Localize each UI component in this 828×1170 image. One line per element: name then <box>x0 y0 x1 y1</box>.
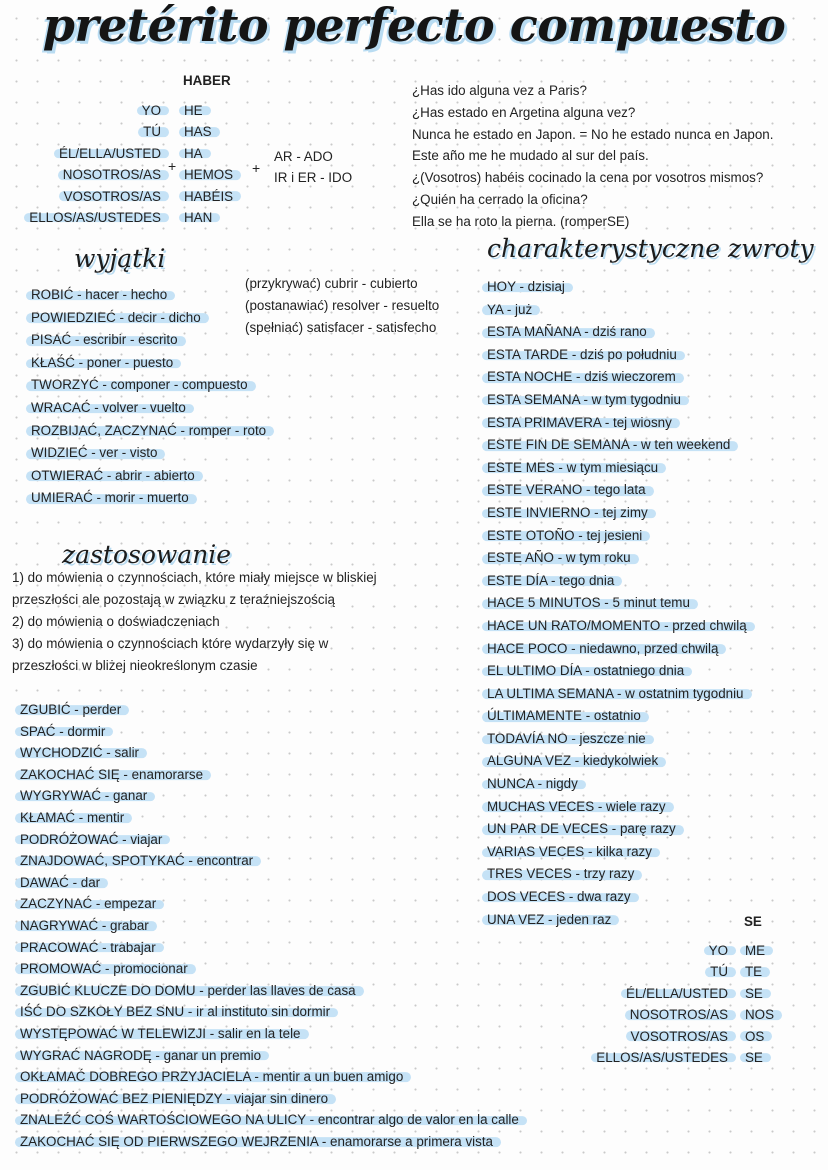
phrase-item <box>487 299 747 322</box>
phrase-item-text: ESTE MES - w tym miesiącu <box>487 457 658 480</box>
phrase-item <box>487 592 747 615</box>
se-pronoun: VOSOTROS/AS <box>630 1028 728 1044</box>
usage-heading: zastosowanie <box>62 540 232 569</box>
haber-pronouns <box>29 100 161 228</box>
phrase-item-text: ESTE INVIERNO - tej zimy <box>487 502 648 525</box>
example-sentence: ¿(Vosotros) habéis cocinado la cena por vosotros mismos? <box>412 170 764 186</box>
phrase-item <box>487 728 747 751</box>
ending-ar: AR - ADO <box>274 149 333 164</box>
vocab-item-text: PODRÓŻOWAĆ BEZ PIENIĘDZY - viajar sin dinero <box>20 1088 328 1110</box>
phrase-item <box>487 886 747 909</box>
exception-item <box>31 487 266 510</box>
phrase-item-text: TODAVÍA NO - jeszcze nie <box>487 728 646 751</box>
phrase-item-text: ESTE OTOÑO - tej jesieni <box>487 525 642 548</box>
exception-item <box>31 352 266 375</box>
exception-item <box>31 284 266 307</box>
vocab-item-text: ZNAJDOWAĆ, SPOTYKAĆ - encontrar <box>20 850 253 872</box>
side-exception: (postanawiać) resolver - resuelto <box>245 297 440 313</box>
vocab-item <box>20 1045 519 1067</box>
vocab-item-text: WYGRAĆ NAGRODĘ - ganar un premio <box>20 1045 261 1067</box>
exception-item <box>31 465 266 488</box>
usage-line: przeszłości w bliżej nieokreślonym czasie <box>12 658 258 673</box>
exception-item-text: WIDZIEĆ - ver - visto <box>31 442 157 465</box>
phrase-item-text: ESTA PRIMAVERA - tej wiosny <box>487 412 672 435</box>
haber-pronoun: ELLOS/AS/USTEDES <box>29 209 161 225</box>
vocab-item-text: ZGUBIĆ - perder <box>20 699 121 721</box>
vocab-item-text: ZACZYNAĆ - empezar <box>20 893 156 915</box>
exception-item-text: OTWIERAĆ - abrir - abierto <box>31 465 195 488</box>
haber-pronoun: NOSOTROS/AS <box>62 167 161 183</box>
exception-item-text: WRACAĆ - volver - vuelto <box>31 397 186 420</box>
exceptions-heading: wyjątki <box>74 244 166 273</box>
example-sentence: ¿Has ido alguna vez a Paris? <box>412 83 587 98</box>
usage-line: przeszłości ale pozostają w związku z teraźniejszością <box>12 592 335 607</box>
se-forms <box>745 940 774 1068</box>
phrase-item-text: NUNCA - nigdy <box>487 773 578 796</box>
se-form: SE <box>745 1049 763 1065</box>
vocab-item <box>20 1066 519 1088</box>
phrase-item <box>487 344 747 367</box>
vocab-item-text: WYSTĘPOWAĆ W TELEWIZJI - salir en la tele <box>20 1023 301 1045</box>
phrase-item <box>487 660 747 683</box>
vocab-item-text: ZAKOCHAĆ SIĘ - enamorarse <box>20 764 203 786</box>
phrase-item-text: ESTE FIN DE SEMANA - w ten weekend <box>487 434 730 457</box>
phrase-item <box>487 909 747 932</box>
vocab-item-text: PRACOWAĆ - trabajar <box>20 937 156 959</box>
phrase-item <box>487 366 747 389</box>
se-pronouns <box>596 940 728 1068</box>
phrase-item <box>487 547 747 570</box>
example-sentence: Nunca he estado en Japon. = No he estado nunca en Japon. <box>412 126 774 142</box>
vocab-item-text: PODRÓŻOWAĆ - viajar <box>20 829 162 851</box>
example-sentence: ¿Quién ha cerrado la oficina? <box>412 191 588 207</box>
example-sentence: Ella se ha roto la pierna. (romperSE) <box>412 213 630 229</box>
side-exception: (spełniać) satisfacer - satisfecho <box>245 319 437 335</box>
exception-item <box>31 307 266 330</box>
phrase-item-text: ÚLTIMAMENTE - ostatnio <box>487 705 641 728</box>
vocab-item-text: PROMOWAĆ - promocionar <box>20 958 188 980</box>
se-form: TE <box>745 964 763 980</box>
exception-item <box>31 374 266 397</box>
phrase-item <box>487 638 747 661</box>
usage-line: 3) do mówienia o czynnościach które wydarzyły się w <box>12 636 329 651</box>
phrase-item <box>487 412 747 435</box>
haber-form: HAN <box>184 209 213 225</box>
vocab-item <box>20 742 519 764</box>
vocab-list <box>20 699 519 1152</box>
se-form: SE <box>745 985 763 1001</box>
haber-form: HA <box>184 145 203 161</box>
exceptions-list <box>31 284 266 510</box>
vocab-item <box>20 1088 519 1110</box>
vocab-item-text: ZNALEŹĆ COŚ WARTOŚCIOWEGO NA ULICY - encontrar algo de valor en la calle <box>20 1109 519 1131</box>
usage-line: 1) do mówienia o czynnościach, które miały miejsce w bliskiej <box>12 570 377 585</box>
vocab-item <box>20 893 519 915</box>
se-form: OS <box>745 1028 765 1044</box>
phrase-item-text: ESTE DÍA - tego dnia <box>487 570 614 593</box>
phrase-item-text: UN PAR DE VECES - parę razy <box>487 818 676 841</box>
phrase-item <box>487 750 747 773</box>
phrase-item-text: ESTA TARDE - dziś po południu <box>487 344 677 367</box>
haber-pronoun: ÉL/ELLA/USTED <box>59 145 161 161</box>
phrase-item <box>487 863 747 886</box>
phrase-item-text: HACE 5 MINUTOS - 5 minut temu <box>487 592 690 615</box>
exception-item-text: UMIERAĆ - morir - muerto <box>31 487 189 510</box>
vocab-item <box>20 937 519 959</box>
exception-item <box>31 442 266 465</box>
phrase-item <box>487 818 747 841</box>
vocab-item <box>20 764 519 786</box>
exception-item-text: PISAĆ - escribir - escrito <box>31 329 178 352</box>
phrase-item <box>487 773 747 796</box>
vocab-item <box>20 785 519 807</box>
phrase-item-text: YA - już <box>487 299 532 322</box>
haber-form: HE <box>184 103 203 118</box>
vocab-item <box>20 699 519 721</box>
vocab-item <box>20 872 519 894</box>
vocab-item <box>20 915 519 937</box>
haber-heading: HABER <box>183 73 231 88</box>
usage-lines <box>12 567 452 677</box>
vocab-item-text: WYGRYWAĆ - ganar <box>20 785 147 807</box>
exception-item <box>31 329 266 352</box>
se-heading: SE <box>744 914 762 929</box>
vocab-item <box>20 829 519 851</box>
phrase-item <box>487 389 747 412</box>
vocab-item <box>20 1109 519 1131</box>
exception-item <box>31 397 266 420</box>
phrase-item <box>487 321 747 344</box>
side-exception: (przykrywać) cubrir - cubierto <box>245 276 418 291</box>
phrase-item-text: VARIAS VECES - kilka razy <box>487 841 652 864</box>
phrase-item-text: HACE POCO - niedawno, przed chwilą <box>487 638 718 661</box>
haber-form: HAS <box>184 124 212 140</box>
se-pronoun: NOSOTROS/AS <box>629 1007 728 1023</box>
exception-item-text: ROBIĆ - hacer - hecho <box>31 284 167 307</box>
phrase-item <box>487 683 747 706</box>
se-form: NOS <box>745 1007 775 1023</box>
ending-ir-er: IR i ER - IDO <box>274 170 353 185</box>
phrase-item <box>487 479 747 502</box>
haber-pronoun: YO <box>141 103 161 118</box>
vocab-item-text: ZAKOCHAĆ SIĘ OD PIERWSZEGO WEJRZENIA - enamorarse a primera vista <box>20 1131 493 1153</box>
se-pronoun: TÚ <box>710 964 728 980</box>
phrase-item <box>487 705 747 728</box>
phrase-item-text: ESTE AÑO - w tym roku <box>487 547 631 570</box>
phrase-item-text: ESTA MAÑANA - dziś rano <box>487 321 647 344</box>
vocab-item <box>20 1023 519 1045</box>
phrase-item-text: DOS VECES - dwa razy <box>487 886 631 909</box>
examples <box>412 80 773 233</box>
vocab-item-text: ZGUBIĆ KLUCZE DO DOMU - perder las llaves de casa <box>20 980 356 1002</box>
vocab-item <box>20 807 519 829</box>
haber-form: HABÉIS <box>184 188 234 204</box>
phrase-item-text: ESTE VERANO - tego lata <box>487 479 646 502</box>
plus-sign: + <box>168 158 177 174</box>
se-pronoun: YO <box>708 943 728 958</box>
plus-sign: + <box>252 160 261 176</box>
exception-item-text: KŁAŚĆ - poner - puesto <box>31 352 173 375</box>
phrase-item-text: MUCHAS VECES - wiele razy <box>487 796 666 819</box>
example-sentence: Este año me he mudado al sur del país. <box>412 148 649 164</box>
vocab-item <box>20 980 519 1002</box>
vocab-item-text: SPAĆ - dormir <box>20 721 105 743</box>
example-sentence: ¿Has estado en Argetina alguna vez? <box>412 104 636 120</box>
page-title: pretérito perfecto compuesto <box>42 0 786 52</box>
phrase-item-text: UNA VEZ - jeden raz <box>487 909 611 932</box>
phrase-item <box>487 502 747 525</box>
vocab-item-text: IŚĆ DO SZKOŁY BEZ SNU - ir al instituto sin dormir <box>20 1001 330 1023</box>
vocab-item <box>20 721 519 743</box>
se-pronoun: ÉL/ELLA/USTED <box>626 985 728 1001</box>
phrase-item-text: LA ULTIMA SEMANA - w ostatnim tygodniu <box>487 683 744 706</box>
exception-item <box>31 420 266 443</box>
phrase-item <box>487 434 747 457</box>
phrase-item <box>487 570 747 593</box>
phrase-item-text: EL ULTIMO DÍA - ostatniego dnia <box>487 660 684 683</box>
exception-item-text: POWIEDZIEĆ - decir - dicho <box>31 307 201 330</box>
vocab-item-text: DAWAĆ - dar <box>20 872 100 894</box>
phrases-heading: charakterystyczne zwroty <box>487 234 814 263</box>
exception-item-text: TWORZYĆ - componer - compuesto <box>31 374 248 397</box>
vocab-item <box>20 1131 519 1153</box>
haber-pronoun: VOSOTROS/AS <box>63 188 161 204</box>
vocab-item <box>20 850 519 872</box>
phrase-item-text: ESTA NOCHE - dziś wieczorem <box>487 366 676 389</box>
se-pronoun: ELLOS/AS/USTEDES <box>596 1049 728 1065</box>
phrase-item <box>487 841 747 864</box>
vocab-item-text: WYCHODZIĆ - salir <box>20 742 139 764</box>
vocab-item-text: NAGRYWAĆ - grabar <box>20 915 149 937</box>
phrase-item-text: HACE UN RATO/MOMENTO - przed chwilą <box>487 615 747 638</box>
vocab-item-text: OKŁAMAĆ DOBREGO PRZYJACIELA - mentir a un buen amigo <box>20 1066 403 1088</box>
exception-item-text: ROZBIJAĆ, ZACZYNAĆ - romper - roto <box>31 420 266 443</box>
haber-pronoun: TÚ <box>143 124 161 140</box>
usage-line: 2) do mówienia o doświadczeniach <box>12 614 220 629</box>
haber-forms <box>184 100 233 228</box>
phrase-item-text: TRES VECES - trzy razy <box>487 863 634 886</box>
vocab-item <box>20 958 519 980</box>
phrase-item <box>487 457 747 480</box>
exceptions-side <box>245 273 439 338</box>
vocab-item-text: KŁAMAĆ - mentir <box>20 807 124 829</box>
phrase-item <box>487 276 747 299</box>
se-form: ME <box>745 943 766 958</box>
haber-form: HEMOS <box>184 167 234 183</box>
phrase-item <box>487 525 747 548</box>
phrases-list <box>487 276 747 931</box>
phrase-item-text: ESTA SEMANA - w tym tygodniu <box>487 389 681 412</box>
phrase-item <box>487 615 747 638</box>
vocab-item <box>20 1001 519 1023</box>
phrase-item <box>487 796 747 819</box>
phrase-item-text: HOY - dzisiaj <box>487 276 565 299</box>
phrase-item-text: ALGUNA VEZ - kiedykolwiek <box>487 750 658 773</box>
